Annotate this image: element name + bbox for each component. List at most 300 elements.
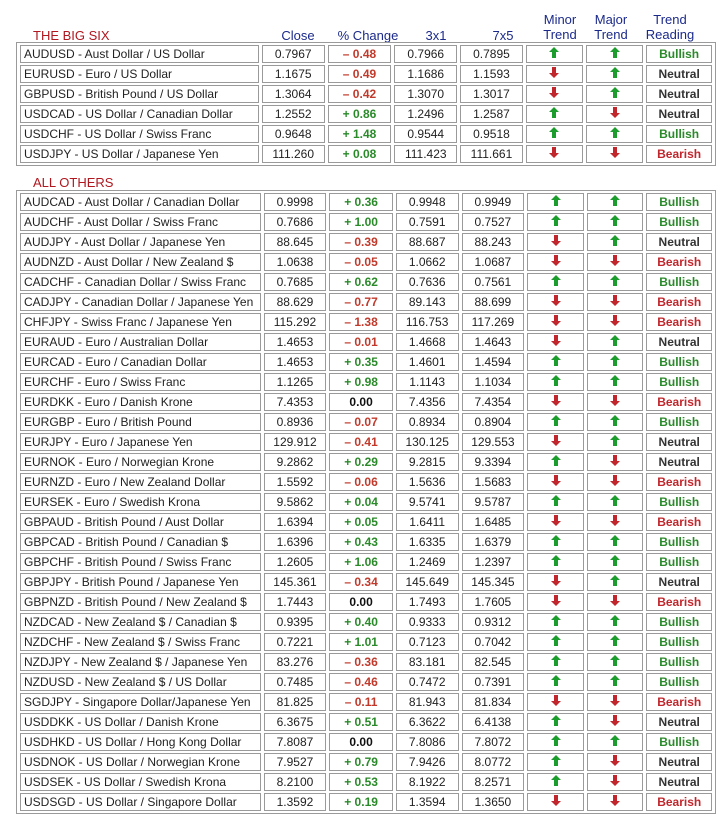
table-row	[20, 673, 712, 691]
major-trend-cell	[587, 633, 644, 651]
value-3x1: 0.7472	[396, 673, 459, 691]
down-arrow-icon	[610, 107, 620, 121]
close-value: 83.276	[264, 653, 327, 671]
trend-reading: Bullish	[646, 493, 712, 511]
pct-change-value: + 0.51	[329, 713, 393, 731]
up-arrow-icon	[551, 555, 561, 569]
table-row	[20, 793, 712, 811]
minor-trend-cell	[527, 533, 584, 551]
column-header-7x5: 7x5	[492, 28, 514, 43]
up-arrow-icon	[610, 415, 620, 429]
down-arrow-icon	[610, 315, 620, 329]
up-arrow-icon	[610, 495, 620, 509]
major-trend-cell	[587, 333, 644, 351]
up-arrow-icon	[551, 655, 561, 669]
table-row	[20, 433, 712, 451]
down-arrow-icon	[551, 315, 561, 329]
value-7x5: 9.3394	[462, 453, 525, 471]
minor-trend-cell	[527, 373, 584, 391]
pct-change-value: + 1.06	[329, 553, 393, 571]
trend-reading: Neutral	[646, 333, 712, 351]
value-3x1: 89.143	[396, 293, 459, 311]
up-arrow-icon	[610, 235, 620, 249]
value-3x1: 1.6335	[396, 533, 459, 551]
up-arrow-icon	[610, 195, 620, 209]
trend-reading: Neutral	[646, 753, 712, 771]
value-7x5: 81.834	[462, 693, 525, 711]
major-trend-cell	[587, 393, 644, 411]
up-arrow-icon	[551, 495, 561, 509]
major-trend-cell	[587, 493, 644, 511]
minor-trend-cell	[527, 433, 584, 451]
value-3x1: 0.9544	[394, 125, 457, 143]
up-arrow-icon	[551, 375, 561, 389]
minor-trend-cell	[527, 293, 584, 311]
trend-reading: Bearish	[646, 253, 712, 271]
up-arrow-icon	[610, 215, 620, 229]
value-7x5: 0.7561	[462, 273, 525, 291]
value-7x5: 0.9312	[462, 613, 525, 631]
minor-trend-cell	[526, 145, 583, 163]
trend-reading: Bearish	[646, 513, 712, 531]
table-row	[20, 105, 712, 123]
table-row	[20, 473, 712, 491]
up-arrow-icon	[549, 127, 559, 141]
trend-reading: Bullish	[646, 45, 712, 63]
close-value: 7.8087	[264, 733, 327, 751]
close-value: 0.7686	[264, 213, 327, 231]
value-3x1: 6.3622	[396, 713, 459, 731]
close-value: 1.1265	[264, 373, 327, 391]
trend-reading: Bullish	[646, 733, 712, 751]
value-3x1: 1.1686	[394, 65, 457, 83]
table-row	[20, 393, 712, 411]
minor-trend-cell	[527, 513, 584, 531]
table-row	[20, 493, 712, 511]
minor-trend-cell	[527, 733, 584, 751]
down-arrow-icon	[610, 147, 620, 161]
table-row	[20, 213, 712, 231]
minor-trend-cell	[527, 393, 584, 411]
value-7x5: 7.4354	[462, 393, 525, 411]
major-trend-cell	[587, 273, 644, 291]
trend-reading: Bearish	[646, 473, 712, 491]
pct-change-value: – 0.07	[329, 413, 393, 431]
major-trend-cell	[587, 373, 644, 391]
table-row	[20, 145, 712, 163]
pct-change-value: – 0.34	[329, 573, 393, 591]
value-3x1: 0.9948	[396, 193, 459, 211]
trend-reading: Bullish	[646, 125, 712, 143]
down-arrow-icon	[551, 435, 561, 449]
value-3x1: 1.1143	[396, 373, 459, 391]
value-3x1: 1.4668	[396, 333, 459, 351]
minor-trend-cell	[527, 673, 584, 691]
major-trend-cell	[587, 673, 644, 691]
value-3x1: 9.5741	[396, 493, 459, 511]
pct-change-value: + 0.43	[329, 533, 393, 551]
close-value: 1.5592	[264, 473, 327, 491]
major-trend-cell	[587, 693, 644, 711]
table-row	[20, 533, 712, 551]
minor-trend-cell	[527, 773, 584, 791]
down-arrow-icon	[549, 87, 559, 101]
down-arrow-icon	[551, 595, 561, 609]
value-7x5: 7.8072	[462, 733, 525, 751]
pair-name: AUDJPY - Aust Dollar / Japanese Yen	[20, 233, 261, 251]
up-arrow-icon	[610, 635, 620, 649]
minor-trend-cell	[527, 353, 584, 371]
down-arrow-icon	[551, 395, 561, 409]
value-3x1: 81.943	[396, 693, 459, 711]
close-value: 0.7685	[264, 273, 327, 291]
major-trend-cell	[587, 473, 644, 491]
pair-name: GBPCHF - British Pound / Swiss Franc	[20, 553, 261, 571]
up-arrow-icon	[610, 275, 620, 289]
value-7x5: 9.5787	[462, 493, 525, 511]
trend-reading: Neutral	[646, 85, 712, 103]
pair-name: EURNOK - Euro / Norwegian Krone	[20, 453, 261, 471]
table-row	[20, 593, 712, 611]
pct-change-value: 0.00	[329, 593, 393, 611]
trend-reading: Bullish	[646, 653, 712, 671]
value-3x1: 7.8086	[396, 733, 459, 751]
pair-name: USDCHF - US Dollar / Swiss Franc	[20, 125, 259, 143]
table-row	[20, 85, 712, 103]
pair-name: AUDCHF - Aust Dollar / Swiss Franc	[20, 213, 261, 231]
minor-trend-cell	[527, 213, 584, 231]
trend-reading: Bullish	[646, 413, 712, 431]
minor-trend-cell	[526, 85, 583, 103]
down-arrow-icon	[551, 515, 561, 529]
pair-name: GBPUSD - British Pound / US Dollar	[20, 85, 259, 103]
close-value: 81.825	[264, 693, 327, 711]
close-value: 88.629	[264, 293, 327, 311]
minor-trend-cell	[527, 233, 584, 251]
major-trend-cell	[587, 293, 644, 311]
pct-change-value: 0.00	[329, 733, 393, 751]
down-arrow-icon	[551, 235, 561, 249]
value-3x1: 8.1922	[396, 773, 459, 791]
minor-trend-cell	[527, 593, 584, 611]
major-trend-cell	[587, 213, 644, 231]
table-row	[20, 125, 712, 143]
minor-trend-cell	[527, 453, 584, 471]
pair-name: EURDKK - Euro / Danish Krone	[20, 393, 261, 411]
pair-name: EURAUD - Euro / Australian Dollar	[20, 333, 261, 351]
value-3x1: 130.125	[396, 433, 459, 451]
pair-name: NZDCAD - New Zealand $ / Canadian $	[20, 613, 261, 631]
minor-trend-cell	[527, 633, 584, 651]
table-row	[20, 65, 712, 83]
column-header-close: Close	[281, 28, 315, 43]
table-row	[20, 633, 712, 651]
pct-change-value: – 0.05	[329, 253, 393, 271]
minor-trend-cell	[527, 713, 584, 731]
trend-reading: Bearish	[646, 693, 712, 711]
major-trend-cell	[587, 713, 644, 731]
section-title-all-others: ALL OTHERS	[33, 175, 114, 190]
major-trend-cell	[587, 653, 644, 671]
table-row	[20, 293, 712, 311]
major-trend-cell	[587, 753, 644, 771]
trend-reading: Bearish	[646, 393, 712, 411]
value-7x5: 1.4643	[462, 333, 525, 351]
close-value: 1.7443	[264, 593, 327, 611]
minor-trend-cell	[527, 693, 584, 711]
pair-name: CHFJPY - Swiss Franc / Japanese Yen	[20, 313, 261, 331]
value-7x5: 1.6379	[462, 533, 525, 551]
pair-name: EURJPY - Euro / Japanese Yen	[20, 433, 261, 451]
pct-change-value: – 0.06	[329, 473, 393, 491]
major-trend-cell	[586, 125, 643, 143]
table-row	[20, 45, 712, 63]
trend-reading: Bullish	[646, 273, 712, 291]
major-trend-cell	[587, 413, 644, 431]
table-row	[20, 713, 712, 731]
major-trend-cell	[587, 433, 644, 451]
pair-name: EURNZD - Euro / New Zealand Dollar	[20, 473, 261, 491]
value-7x5: 129.553	[462, 433, 525, 451]
up-arrow-icon	[610, 675, 620, 689]
pct-change-value: + 0.79	[329, 753, 393, 771]
table-row	[20, 773, 712, 791]
table-row	[20, 413, 712, 431]
value-7x5: 0.7527	[462, 213, 525, 231]
up-arrow-icon	[610, 67, 620, 81]
pct-change-value: – 0.42	[328, 85, 392, 103]
pct-change-value: – 0.11	[329, 693, 393, 711]
pair-name: SGDJPY - Singapore Dollar/Japanese Yen	[20, 693, 261, 711]
big-six-table	[16, 42, 716, 166]
trend-reading: Bullish	[646, 213, 712, 231]
up-arrow-icon	[551, 675, 561, 689]
major-trend-cell	[586, 105, 643, 123]
value-7x5: 111.661	[460, 145, 523, 163]
pct-change-value: + 0.35	[329, 353, 393, 371]
major-trend-cell	[587, 553, 644, 571]
trend-reading: Bullish	[646, 193, 712, 211]
minor-trend-cell	[527, 793, 584, 811]
major-trend-cell	[587, 733, 644, 751]
pair-name: AUDNZD - Aust Dollar / New Zealand $	[20, 253, 261, 271]
up-arrow-icon	[551, 775, 561, 789]
table-row	[20, 653, 712, 671]
up-arrow-icon	[551, 195, 561, 209]
pair-name: USDCAD - US Dollar / Canadian Dollar	[20, 105, 259, 123]
value-7x5: 1.7605	[462, 593, 525, 611]
up-arrow-icon	[610, 435, 620, 449]
up-arrow-icon	[551, 535, 561, 549]
up-arrow-icon	[610, 355, 620, 369]
table-row	[20, 573, 712, 591]
value-3x1: 7.4356	[396, 393, 459, 411]
trend-reading: Neutral	[646, 65, 712, 83]
down-arrow-icon	[549, 67, 559, 81]
value-7x5: 88.699	[462, 293, 525, 311]
close-value: 9.2862	[264, 453, 327, 471]
pct-change-value: – 0.36	[329, 653, 393, 671]
pct-change-value: 0.00	[329, 393, 393, 411]
major-trend-cell	[586, 145, 643, 163]
value-7x5: 1.4594	[462, 353, 525, 371]
close-value: 0.9648	[262, 125, 325, 143]
pct-change-value: – 1.38	[329, 313, 393, 331]
down-arrow-icon	[610, 515, 620, 529]
trend-reading: Bullish	[646, 353, 712, 371]
up-arrow-icon	[610, 335, 620, 349]
up-arrow-icon	[551, 415, 561, 429]
close-value: 1.6394	[264, 513, 327, 531]
value-3x1: 7.9426	[396, 753, 459, 771]
value-7x5: 1.1593	[460, 65, 523, 83]
down-arrow-icon	[610, 395, 620, 409]
value-7x5: 88.243	[462, 233, 525, 251]
up-arrow-icon	[551, 215, 561, 229]
value-7x5: 1.6485	[462, 513, 525, 531]
pair-name: AUDUSD - Aust Dollar / US Dollar	[20, 45, 259, 63]
pair-name: EURUSD - Euro / US Dollar	[20, 65, 259, 83]
trend-reading: Bullish	[646, 553, 712, 571]
up-arrow-icon	[610, 535, 620, 549]
value-7x5: 8.2571	[462, 773, 525, 791]
minor-trend-cell	[527, 273, 584, 291]
up-arrow-icon	[610, 87, 620, 101]
close-value: 9.5862	[264, 493, 327, 511]
close-value: 1.0638	[264, 253, 327, 271]
trend-reading: Bullish	[646, 613, 712, 631]
minor-trend-cell	[527, 413, 584, 431]
close-value: 1.2605	[264, 553, 327, 571]
major-trend-cell	[587, 313, 644, 331]
major-trend-cell	[587, 593, 644, 611]
value-3x1: 1.7493	[396, 593, 459, 611]
column-header-row	[0, 10, 716, 44]
pair-name: USDJPY - US Dollar / Japanese Yen	[20, 145, 259, 163]
pct-change-value: + 0.05	[329, 513, 393, 531]
up-arrow-icon	[610, 127, 620, 141]
minor-trend-cell	[527, 653, 584, 671]
value-7x5: 0.8904	[462, 413, 525, 431]
down-arrow-icon	[610, 595, 620, 609]
trend-reading: Bearish	[646, 145, 712, 163]
major-trend-cell	[587, 233, 644, 251]
down-arrow-icon	[610, 455, 620, 469]
down-arrow-icon	[610, 775, 620, 789]
trend-reading: Bearish	[646, 313, 712, 331]
pair-name: CADCHF - Canadian Dollar / Swiss Franc	[20, 273, 261, 291]
table-row	[20, 233, 712, 251]
major-trend-cell	[587, 533, 644, 551]
column-header-minor-trend: Minor Trend	[543, 12, 577, 42]
close-value: 1.1675	[262, 65, 325, 83]
pair-name: EURGBP - Euro / British Pound	[20, 413, 261, 431]
pair-name: GBPJPY - British Pound / Japanese Yen	[20, 573, 261, 591]
table-row	[20, 253, 712, 271]
pct-change-value: – 0.48	[328, 45, 392, 63]
minor-trend-cell	[527, 613, 584, 631]
pct-change-value: + 0.04	[329, 493, 393, 511]
value-7x5: 1.3017	[460, 85, 523, 103]
value-3x1: 1.4601	[396, 353, 459, 371]
pct-change-value: + 0.62	[329, 273, 393, 291]
table-row	[20, 613, 712, 631]
pct-change-value: – 0.49	[328, 65, 392, 83]
value-7x5: 1.2587	[460, 105, 523, 123]
up-arrow-icon	[549, 47, 559, 61]
close-value: 1.3592	[264, 793, 327, 811]
value-7x5: 1.0687	[462, 253, 525, 271]
value-3x1: 0.9333	[396, 613, 459, 631]
major-trend-cell	[587, 613, 644, 631]
up-arrow-icon	[551, 635, 561, 649]
down-arrow-icon	[610, 695, 620, 709]
trend-reading: Neutral	[646, 453, 712, 471]
up-arrow-icon	[610, 555, 620, 569]
pct-change-value: + 0.29	[329, 453, 393, 471]
table-row	[20, 693, 712, 711]
minor-trend-cell	[526, 65, 583, 83]
value-3x1: 111.423	[394, 145, 457, 163]
pair-name: GBPAUD - British Pound / Aust Dollar	[20, 513, 261, 531]
value-3x1: 1.2496	[394, 105, 457, 123]
close-value: 0.9395	[264, 613, 327, 631]
close-value: 129.912	[264, 433, 327, 451]
trend-reading: Bullish	[646, 633, 712, 651]
down-arrow-icon	[610, 475, 620, 489]
pct-change-value: + 1.01	[329, 633, 393, 651]
close-value: 8.2100	[264, 773, 327, 791]
value-7x5: 0.9949	[462, 193, 525, 211]
major-trend-cell	[587, 513, 644, 531]
down-arrow-icon	[551, 695, 561, 709]
minor-trend-cell	[527, 493, 584, 511]
value-3x1: 88.687	[396, 233, 459, 251]
pair-name: GBPNZD - British Pound / New Zealand $	[20, 593, 261, 611]
close-value: 7.4353	[264, 393, 327, 411]
value-3x1: 0.8934	[396, 413, 459, 431]
down-arrow-icon	[610, 715, 620, 729]
trend-reading: Neutral	[646, 105, 712, 123]
value-7x5: 145.345	[462, 573, 525, 591]
pair-name: NZDJPY - New Zealand $ / Japanese Yen	[20, 653, 261, 671]
trend-reading: Bullish	[646, 673, 712, 691]
value-7x5: 82.545	[462, 653, 525, 671]
pair-name: USDSGD - US Dollar / Singapore Dollar	[20, 793, 261, 811]
value-3x1: 1.3070	[394, 85, 457, 103]
up-arrow-icon	[610, 735, 620, 749]
close-value: 1.3064	[262, 85, 325, 103]
close-value: 0.8936	[264, 413, 327, 431]
minor-trend-cell	[527, 553, 584, 571]
pct-change-value: + 0.19	[329, 793, 393, 811]
major-trend-cell	[587, 353, 644, 371]
trend-reading: Neutral	[646, 233, 712, 251]
down-arrow-icon	[551, 575, 561, 589]
column-header-major-trend: Major Trend	[594, 12, 628, 42]
pct-change-value: – 0.39	[329, 233, 393, 251]
value-7x5: 1.5683	[462, 473, 525, 491]
value-7x5: 0.7895	[460, 45, 523, 63]
close-value: 0.7485	[264, 673, 327, 691]
value-7x5: 8.0772	[462, 753, 525, 771]
value-3x1: 145.649	[396, 573, 459, 591]
up-arrow-icon	[551, 455, 561, 469]
close-value: 0.9998	[264, 193, 327, 211]
table-row	[20, 513, 712, 531]
up-arrow-icon	[610, 615, 620, 629]
value-7x5: 117.269	[462, 313, 525, 331]
